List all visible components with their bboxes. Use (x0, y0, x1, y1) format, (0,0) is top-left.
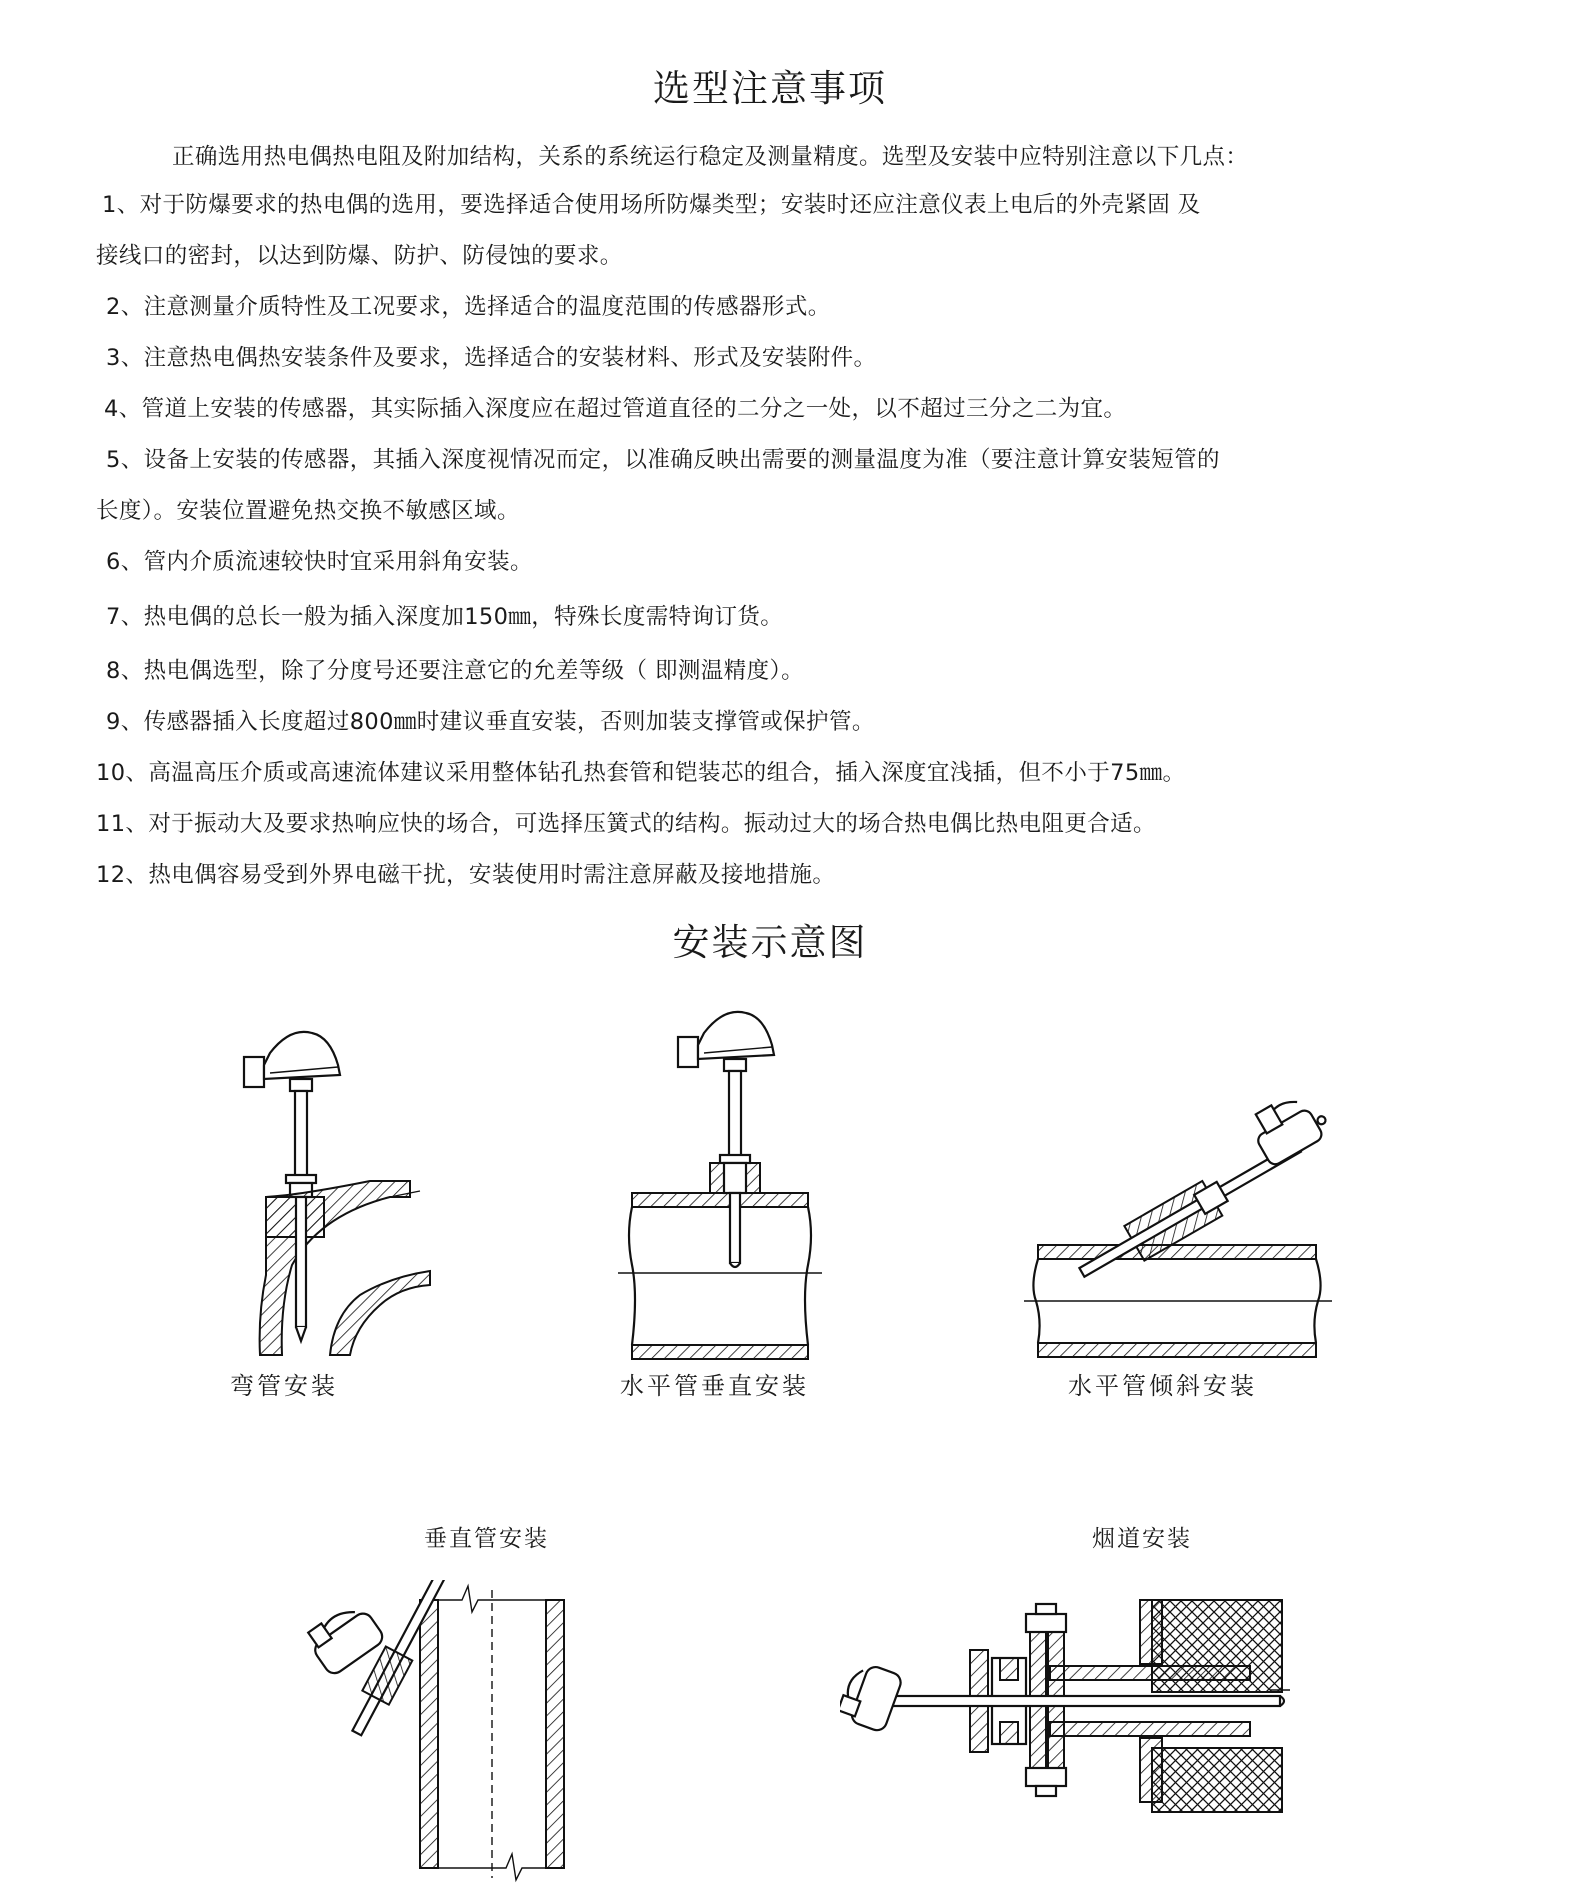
horizontal-inclined-install-diagram (1010, 1075, 1340, 1365)
note-line: 长度）。安装位置避免热交换不敏感区域。 (96, 498, 520, 524)
horizontal-vertical-install-caption: 水平管垂直安装 (620, 1372, 809, 1400)
elbow-install-caption: 弯管安装 (230, 1372, 338, 1400)
thermocouple-head-icon (303, 1598, 386, 1677)
flue-install-diagram (840, 1590, 1300, 1820)
horizontal-inclined-install-caption: 水平管倾斜安装 (1068, 1372, 1257, 1400)
thermocouple-head-icon (244, 1032, 340, 1091)
note-line: 11、对于振动大及要求热响应快的场合，可选择压簧式的结构。振动过大的场合热电偶比热电阻更合适。 (96, 811, 1156, 837)
note-line: 8、热电偶选型，除了分度号还要注意它的允差等级（ 即测温精度）。 (106, 658, 805, 684)
note-line: 5、设备上安装的传感器，其插入深度视情况而定，以准确反映出需要的测量温度为准（要注意计算安装短管的 (106, 447, 1220, 473)
horizontal-vertical-install-diagram (610, 1005, 830, 1365)
note-line: 6、管内介质流速较快时宜采用斜角安装。 (106, 549, 533, 575)
flue-install-caption: 烟道安装 (1092, 1526, 1192, 1552)
thermocouple-head-icon (678, 1012, 774, 1071)
note-line: 12、热电偶容易受到外界电磁干扰，安装使用时需注意屏蔽及接地措施。 (96, 862, 836, 888)
note-line: 接线口的密封，以达到防爆、防护、防侵蚀的要求。 (96, 243, 623, 269)
install-diagram-title: 安装示意图 (672, 921, 868, 964)
note-line: 1、对于防爆要求的热电偶的选用，要选择适合使用场所防爆类型；安装时还应注意仪表上电后的外壳紧固 及 (102, 192, 1201, 218)
note-line: 7、热电偶的总长一般为插入深度加150㎜，特殊长度需特询订货。 (106, 604, 784, 630)
elbow-install-diagram (230, 1015, 440, 1375)
note-line: 9、传感器插入长度超过800㎜时建议垂直安装，否则加装支撑管或保护管。 (106, 709, 875, 735)
note-line: 10、高温高压介质或高速流体建议采用整体钻孔热套管和铠装芯的组合，插入深度宜浅插，但不小于75㎜。 (96, 760, 1186, 786)
note-line: 3、注意热电偶热安装条件及要求，选择适合的安装材料、形式及安装附件。 (106, 345, 877, 371)
vertical-pipe-install-diagram (300, 1580, 580, 1890)
thermocouple-head-icon (840, 1659, 903, 1732)
note-line: 4、管道上安装的传感器，其实际插入深度应在超过管道直径的二分之一处，以不超过三分之二为宜。 (104, 396, 1127, 422)
intro-paragraph: 正确选用热电偶热电阻及附加结构，关系的系统运行稳定及测量精度。选型及安装中应特别注意以下几点： (172, 144, 1249, 170)
page-title: 选型注意事项 (653, 67, 887, 110)
note-line: 2、注意测量介质特性及工况要求，选择适合的温度范围的传感器形式。 (106, 294, 831, 320)
thermocouple-head-icon (1245, 1085, 1333, 1167)
vertical-pipe-install-caption: 垂直管安装 (424, 1526, 549, 1552)
